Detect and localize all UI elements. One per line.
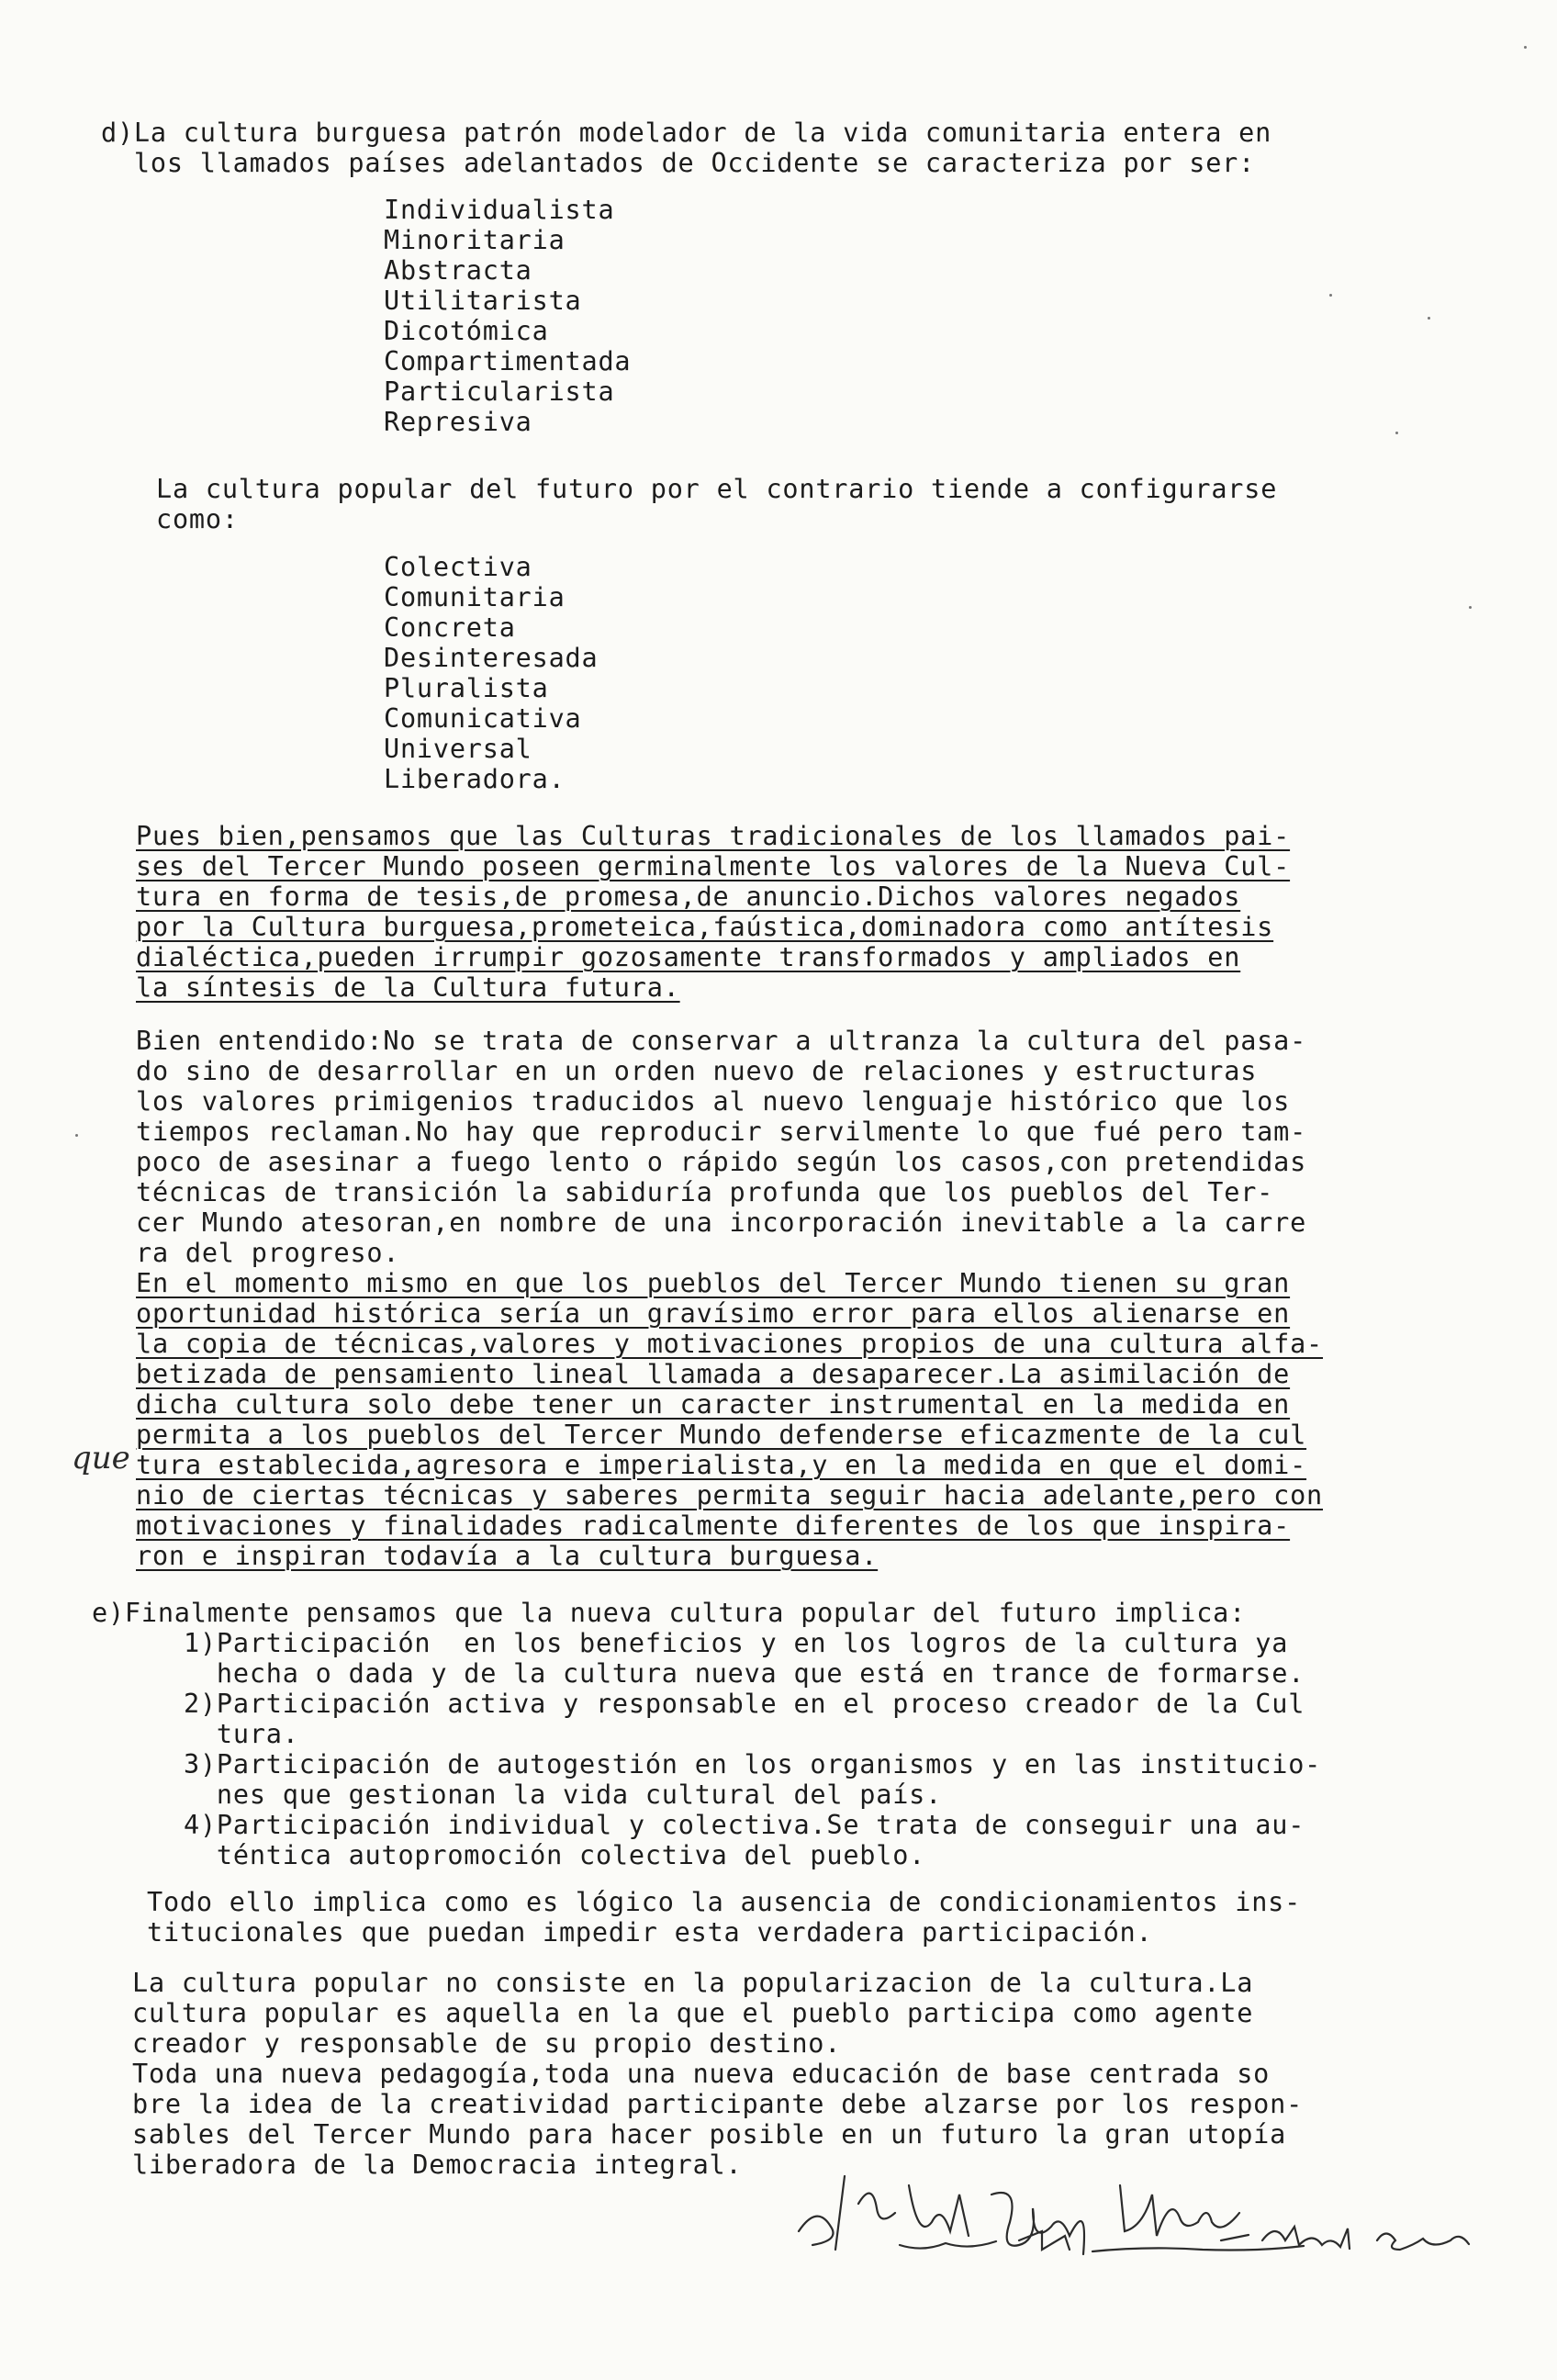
paragraph-line: nio de ciertas técnicas y saberes permita seguir hacia adelante,pero con xyxy=(136,1480,1324,1510)
list-item: 1)Participación en los beneficios y en los logros de la cultura ya xyxy=(184,1628,1289,1658)
section-d-intro-line: los llamados países adelantados de Occidente se caracteriza por ser: xyxy=(101,148,1256,178)
paragraph-line: creador y responsable de su propio destino. xyxy=(132,2028,842,2059)
paragraph-line: Todo ello implica como es lógico la ausencia de condicionamientos ins- xyxy=(147,1887,1302,1917)
trait-item: Comunitaria xyxy=(384,582,566,612)
list-item: 4)Participación individual y colectiva.Se trata de conseguir una au- xyxy=(184,1810,1305,1840)
paragraph-line: permita a los pueblos del Tercer Mundo defenderse eficazmente de la cul xyxy=(136,1420,1307,1450)
paragraph-line: tura en forma de tesis,de promesa,de anuncio.Dichos valores negados xyxy=(136,881,1241,912)
list-item: tura. xyxy=(184,1719,299,1749)
trait-item: Minoritaria xyxy=(384,225,566,255)
paragraph-line: tura establecida,agresora e imperialista,y en la medida en que el domi- xyxy=(136,1450,1307,1480)
list-item: nes que gestionan la vida cultural del país. xyxy=(184,1779,943,1810)
scan-speck xyxy=(1524,46,1527,49)
trait-item: Liberadora. xyxy=(384,764,566,794)
paragraph-line: oportunidad histórica sería un gravísimo error para ellos alienarse en xyxy=(136,1298,1291,1329)
paragraph-line: sables del Tercer Mundo para hacer posible en un futuro la gran utopía xyxy=(132,2119,1287,2150)
paragraph-line: dialéctica,pueden irrumpir gozosamente transformados y ampliados en xyxy=(136,942,1241,972)
scan-speck xyxy=(75,1134,78,1137)
scan-speck xyxy=(1329,294,1332,297)
trait-item: Individualista xyxy=(384,195,615,225)
list-item: 2)Participación activa y responsable en el proceso creador de la Cul xyxy=(184,1689,1305,1719)
paragraph-line: los valores primigenios traducidos al nuevo lenguaje histórico que los xyxy=(136,1086,1291,1117)
trait-item: Compartimentada xyxy=(384,346,632,376)
paragraph-line: titucionales que puedan impedir esta verdadera participación. xyxy=(147,1917,1153,1948)
trait-item: Abstracta xyxy=(384,255,532,286)
handwritten-signature xyxy=(790,2167,1506,2268)
paragraph-line: poco de asesinar a fuego lento o rápido según los casos,con pretendidas xyxy=(136,1147,1307,1177)
paragraph-line: ra del progreso. xyxy=(136,1238,400,1268)
paragraph-line: Pues bien,pensamos que las Culturas tradicionales de los llamados pai- xyxy=(136,821,1291,851)
list-item: téntica autopromoción colectiva del pueblo. xyxy=(184,1840,926,1870)
paragraph-line: liberadora de la Democracia integral. xyxy=(132,2150,743,2180)
list-item: hecha o dada y de la cultura nueva que está en trance de formarse. xyxy=(184,1658,1305,1689)
popular-intro-line: como: xyxy=(156,504,239,534)
trait-item: Pluralista xyxy=(384,673,549,703)
trait-item: Represiva xyxy=(384,407,532,437)
popular-intro-line: La cultura popular del futuro por el contrario tiende a configurarse xyxy=(156,474,1278,504)
scan-speck xyxy=(1469,606,1472,609)
scan-speck xyxy=(1428,317,1430,320)
paragraph-line: do sino de desarrollar en un orden nuevo de relaciones y estructuras xyxy=(136,1056,1258,1086)
paragraph-line: motivaciones y finalidades radicalmente diferentes de los que inspira- xyxy=(136,1510,1291,1541)
trait-item: Particularista xyxy=(384,376,615,407)
paragraph-line: betizada de pensamiento lineal llamada a desaparecer.La asimilación de xyxy=(136,1359,1291,1389)
trait-item: Utilitarista xyxy=(384,286,582,316)
trait-item: Colectiva xyxy=(384,552,532,582)
trait-item: Comunicativa xyxy=(384,703,582,734)
trait-item: Concreta xyxy=(384,612,516,643)
paragraph-line: técnicas de transición la sabiduría profunda que los pueblos del Ter- xyxy=(136,1177,1274,1207)
paragraph-line: dicha cultura solo debe tener un caracter instrumental en la medida en xyxy=(136,1389,1291,1420)
paragraph-line: ses del Tercer Mundo poseen germinalmente los valores de la Nueva Cul- xyxy=(136,851,1291,881)
paragraph-line: la copia de técnicas,valores y motivaciones propios de una cultura alfa- xyxy=(136,1329,1324,1359)
paragraph-line: cer Mundo atesoran,en nombre de una incorporación inevitable a la carre xyxy=(136,1207,1307,1238)
trait-item: Dicotómica xyxy=(384,316,549,346)
paragraph-line: por la Cultura burguesa,prometeica,faústica,dominadora como antítesis xyxy=(136,912,1274,942)
paragraph-line: bre la idea de la creatividad participante debe alzarse por los respon- xyxy=(132,2089,1304,2119)
paragraph-line: Bien entendido:No se trata de conservar a ultranza la cultura del pasa- xyxy=(136,1026,1307,1056)
paragraph-line: la síntesis de la Cultura futura. xyxy=(136,972,680,1003)
paragraph-line: tiempos reclaman.No hay que reproducir servilmente lo que fué pero tam- xyxy=(136,1117,1307,1147)
section-d-intro-line: d)La cultura burguesa patrón modelador de la vida comunitaria entera en xyxy=(101,118,1272,148)
trait-item: Desinteresada xyxy=(384,643,599,673)
paragraph-line: En el momento mismo en que los pueblos del Tercer Mundo tienen su gran xyxy=(136,1268,1291,1298)
scan-speck xyxy=(1395,432,1398,434)
section-e-intro: e)Finalmente pensamos que la nueva cultura popular del futuro implica: xyxy=(92,1598,1247,1628)
paragraph-line: ron e inspiran todavía a la cultura burguesa. xyxy=(136,1541,879,1571)
list-item: 3)Participación de autogestión en los organismos y en las institucio- xyxy=(184,1749,1322,1779)
trait-item: Universal xyxy=(384,734,532,764)
handwritten-margin-note: que xyxy=(72,1440,130,1476)
paragraph-line: Toda una nueva pedagogía,toda una nueva educación de base centrada so xyxy=(132,2059,1271,2089)
paragraph-line: La cultura popular no consiste en la popularizacion de la cultura.La xyxy=(132,1968,1254,1998)
paragraph-line: cultura popular es aquella en la que el pueblo participa como agente xyxy=(132,1998,1254,2028)
